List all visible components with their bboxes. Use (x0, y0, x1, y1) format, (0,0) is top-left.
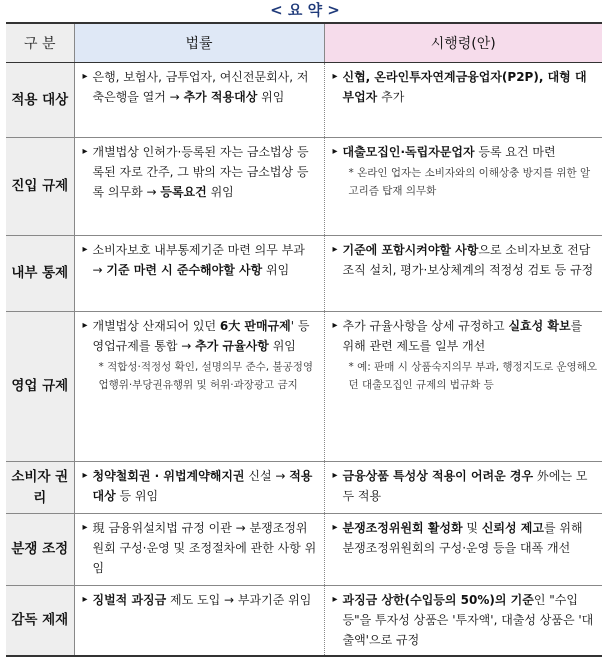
bullet-icon: ▸ (82, 522, 88, 533)
cell-text-segment: 인 "수입등"을 투자성 상품은 '투자액', 대출성 상품은 '대출액'으로 규정 (342, 593, 594, 647)
decree-cell (324, 138, 602, 236)
decree-cell (324, 514, 602, 586)
bullet-icon: ▸ (82, 146, 88, 157)
cell-text-segment: 등록 요건 마련 (474, 145, 556, 159)
cell-text-segment: 금융상품 특성상 적용이 어려운 경우 (342, 469, 534, 483)
bullet-icon: ▸ (82, 594, 88, 605)
bullet-icon: ▸ (82, 320, 88, 331)
cell-text-segment: 위임 (268, 339, 296, 353)
bullet-icon: ▸ (82, 71, 88, 82)
row-category: 적용 대상 (6, 63, 74, 138)
cell-text-segment: 위임 (206, 185, 234, 199)
cell-text-segment: 를 위해 관련 제도를 일부 개선 (342, 319, 583, 353)
footnote (83, 358, 319, 394)
law-cell (74, 63, 324, 138)
bullet-icon: ▸ (332, 522, 338, 533)
bullet-icon: ▸ (332, 244, 338, 255)
header-category: 구 분 (6, 23, 74, 63)
header-decree: 시행령(안) (324, 23, 602, 63)
law-cell (74, 138, 324, 236)
cell-text-segment: 추가 (377, 90, 405, 104)
decree-cell (324, 63, 602, 138)
decree-cell (324, 312, 602, 462)
cell-text-segment: 은행, 보험사, 금투업자, 여신전문회사, 저축은행을 열거 → (92, 70, 309, 104)
table-row (6, 514, 602, 586)
law-cell (74, 586, 324, 656)
cell-text-segment: 등록요건 (160, 185, 207, 199)
cell-text-segment: 신협, 온라인투자연계금융업자(P2P), 대형 대부업자 (342, 70, 587, 104)
bullet-icon: ▸ (332, 146, 338, 157)
cell-text-segment: 추가 규율사항을 상세 규정하고 (342, 319, 509, 333)
law-cell (74, 312, 324, 462)
cell-text-segment: 적용대상 (92, 469, 313, 503)
cell-text-segment: 청약철회권 · 위법계약해지권 (92, 469, 245, 483)
decree-cell (324, 586, 602, 656)
cell-text-segment: 분쟁조정위원회 활성화 (342, 521, 463, 535)
row-category: 진입 규제 (6, 138, 74, 236)
cell-text-segment: 위임 (257, 90, 285, 104)
bullet-icon: ▸ (332, 320, 338, 331)
footnote-text: * 예: 판매 시 상품숙지의무 부과, 행정지도로 운영해오던 대출모집인 규제의 법규화 등 (348, 361, 597, 391)
table-row (6, 236, 602, 312)
table-row (6, 586, 602, 656)
cell-text-segment: ' 등 영업규제를 통합 → (92, 319, 310, 353)
cell-text-segment: 위임 (262, 263, 290, 277)
header-law: 법률 (74, 23, 324, 63)
footnote-text: * 적합성·적정성 확인, 설명의무 준수, 불공정영업행위·부당권유행위 및 허위·과장광고 금지 (98, 361, 314, 391)
cell-text-segment: 및 (462, 521, 482, 535)
cell-text-segment: 과징금 상한(수입등의 50%)의 기준 (342, 593, 534, 607)
law-cell (74, 514, 324, 586)
summary-title: < 요 약 > (270, 1, 340, 19)
cell-text-segment: 現 금융위설치법 규정 이관 → 분쟁조정위원회 구성·운영 및 조정절차에 관한 사항 위임 (92, 521, 317, 575)
row-category: 영업 규제 (6, 312, 74, 462)
cell-text-segment: 제도 도입 → 부과기준 위임 (166, 593, 312, 607)
cell-text-segment: 등 위임 (115, 489, 159, 503)
footnote-text: * 온라인 업자는 소비자와의 이해상충 방지를 위한 알고리즘 탑재 의무화 (348, 167, 591, 197)
row-category: 내부 통제 (6, 236, 74, 312)
row-category: 소비자 권리 (6, 462, 74, 514)
table-row (6, 312, 602, 462)
row-category: 감독 제재 (6, 586, 74, 656)
summary-table (6, 22, 602, 657)
cell-text-segment: 개별법상 인허가·등록된 자는 금소법상 등록된 자로 간주, 그 밖의 자는 금소법상 등록 의무화 → (92, 145, 309, 199)
cell-text-segment: 추가 적용대상 (183, 90, 258, 104)
cell-text-segment: 으로 소비자보호 전담조직 설치, 평가·보상체계의 적정성 검토 등 규정 (342, 243, 594, 277)
cell-text-segment: 기준에 포함시켜야할 사항 (342, 243, 479, 257)
cell-text-segment: 추가 규율사항 (195, 339, 269, 353)
table-row (6, 138, 602, 236)
row-category: 분쟁 조정 (6, 514, 74, 586)
cell-text-segment: 6大 판매규제 (219, 319, 291, 333)
law-cell (74, 236, 324, 312)
cell-text-segment: 소비자보호 내부통제기준 마련 의무 부과 → (92, 243, 305, 277)
table-row (6, 462, 602, 514)
decree-cell (324, 236, 602, 312)
bullet-icon: ▸ (332, 470, 338, 481)
cell-text-segment: 기준 마련 시 준수해야할 사항 (106, 263, 263, 277)
cell-text-segment: 실효성 확보 (508, 319, 571, 333)
cell-text-segment: 를 위해 분쟁조정위원회의 구성·운영 등을 대폭 개선 (342, 521, 583, 555)
footnote (333, 164, 598, 200)
table-header-row (6, 23, 602, 63)
cell-text-segment: 外에는 모두 적용 (342, 469, 588, 503)
cell-text-segment: 신설 → (244, 469, 290, 483)
bullet-icon: ▸ (82, 244, 88, 255)
cell-text-segment: 대출모집인·독립자문업자 (342, 145, 475, 159)
decree-cell (324, 462, 602, 514)
table-row (6, 63, 602, 138)
bullet-icon: ▸ (332, 71, 338, 82)
law-cell (74, 462, 324, 514)
cell-text-segment: 징벌적 과징금 (92, 593, 167, 607)
bullet-icon: ▸ (82, 470, 88, 481)
cell-text-segment: 개별법상 산재되어 있던 (92, 319, 220, 333)
bullet-icon: ▸ (332, 594, 338, 605)
footnote (333, 358, 598, 394)
cell-text-segment: 신뢰성 제고 (481, 521, 544, 535)
